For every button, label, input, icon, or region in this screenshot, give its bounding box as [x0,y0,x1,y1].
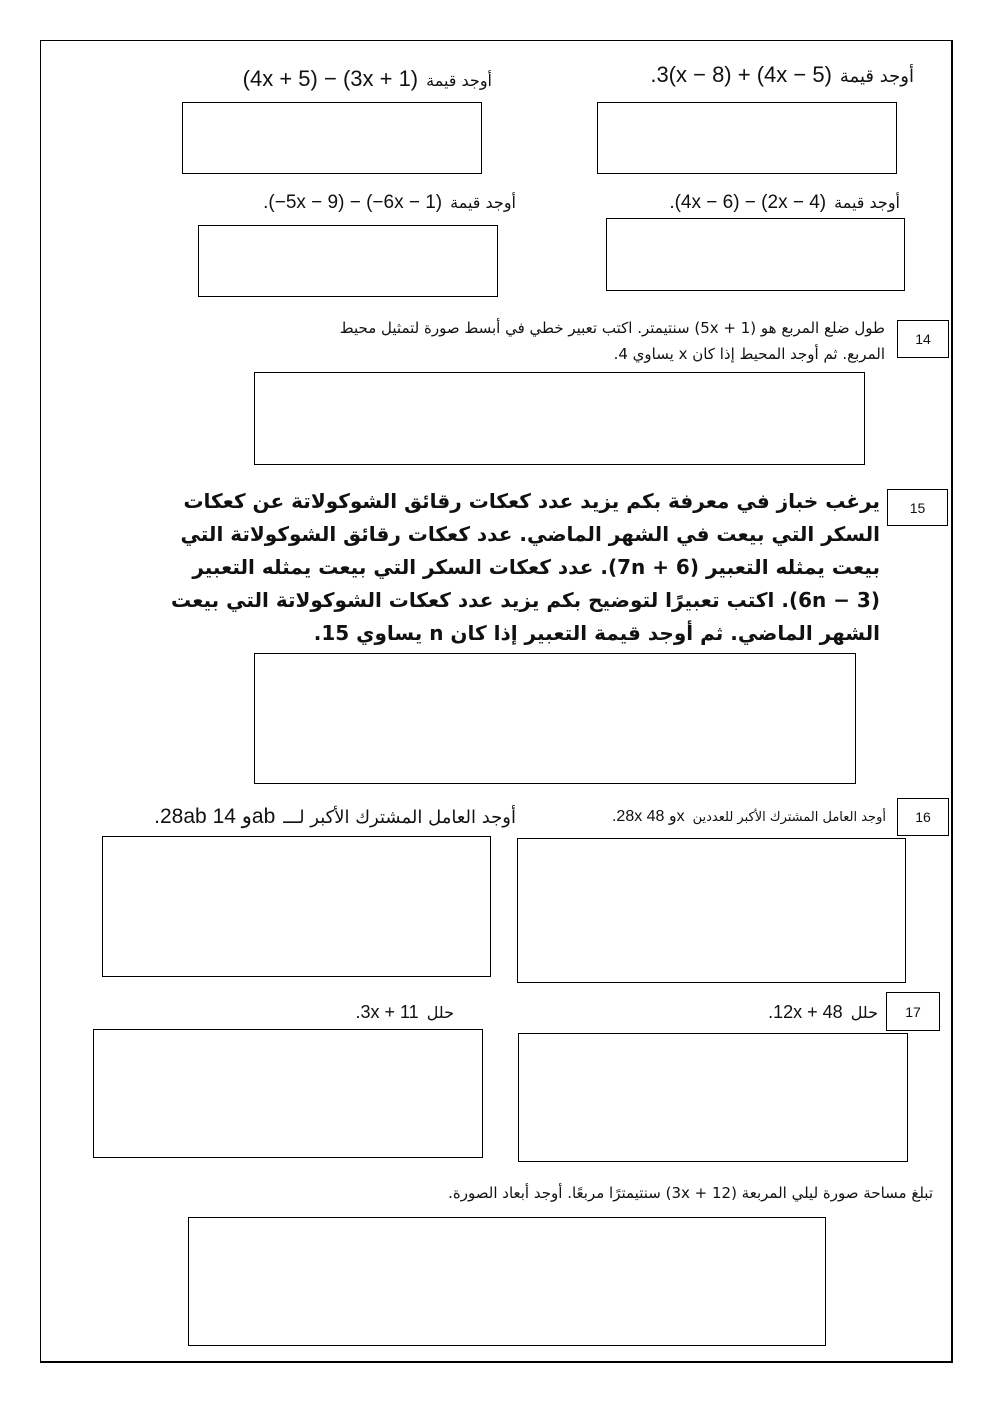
label: أوجد قيمة [426,71,492,90]
expression: (4x + 5) − (3x + 1) [242,66,419,91]
question-14-text: طول ضلع المربع هو (5x + 1) سنتيمتر. اكتب تعبير خطي في أبسط صورة لتمثيل محيط المربع. ثم أوجد المحيط إذا كان x يساوي 4. [339,319,885,363]
expression: .(−5x − 9) − (−6x − 1) [263,192,443,213]
answer-box-16b[interactable] [517,838,906,983]
answer-box-16a[interactable] [102,836,491,977]
question-number-17: 17 [886,992,940,1031]
question-number-16: 16 [897,798,949,836]
question-18-text: تبلغ مساحة صورة ليلي المربعة (3x + 12) سنتيمترًا مربعًا. أوجد أبعاد الصورة. [448,1184,933,1202]
answer-box-14[interactable] [254,372,865,465]
prompt-3 [263,192,516,214]
answer-box-1[interactable] [182,102,482,174]
label: أوجد قيمة [450,193,516,212]
expression: .3(x − 8) + (4x − 5) [650,62,832,87]
prompt-2 [650,62,914,88]
question-number-14: 14 [897,320,949,358]
question-number-15: 15 [887,489,948,526]
expression: .12x + 48 [768,1002,843,1022]
prompt-16-right [612,806,886,826]
prompt-4 [669,192,900,214]
label: حلل [426,1003,454,1022]
expression: .(4x − 6) − (2x − 4) [669,192,827,213]
label: أوجد قيمة [839,66,914,87]
answer-box-18[interactable] [188,1217,826,1346]
label: أوجد قيمة [834,193,900,212]
prompt-16-left [154,804,516,829]
answer-box-15[interactable] [254,653,856,784]
expression: .3x + 11 [355,1002,419,1022]
answer-box-2[interactable] [597,102,897,174]
answer-box-17b[interactable] [518,1033,908,1162]
label: أوجد العامل المشترك الأكبر للعددين [692,810,886,825]
answer-box-3[interactable] [198,225,498,297]
label: أوجد العامل المشترك الأكبر لـــ [283,807,516,828]
answer-box-17a[interactable] [93,1029,483,1158]
label: حلل [850,1003,878,1022]
prompt-17-right [768,1002,878,1023]
expression: .28x و 48x [611,808,685,825]
answer-box-4[interactable] [606,218,905,291]
question-15-text: يرغب خباز في معرفة بكم يزيد عدد كعكات رقائق الشوكولاتة عن كعكات السكر التي بيعت في الشهر الماضي. عدد كعكات رقائق الشوكولاتة التي بيعت يمثله التعبير (7n + 6). عدد كعكات السكر التي بيعت يمثله التعبير (6n − 3). اكتب تعبيرًا لتوضيح بكم يزيد عدد كعكات الشوكولاتة التي بيعت الشهر الماضي. ثم أوجد قيمة التعبير إذا كان n يساوي 15. [171,489,880,645]
expression: .28ab و 14ab [154,805,276,828]
prompt-1 [243,66,492,92]
prompt-17-left [355,1002,454,1023]
